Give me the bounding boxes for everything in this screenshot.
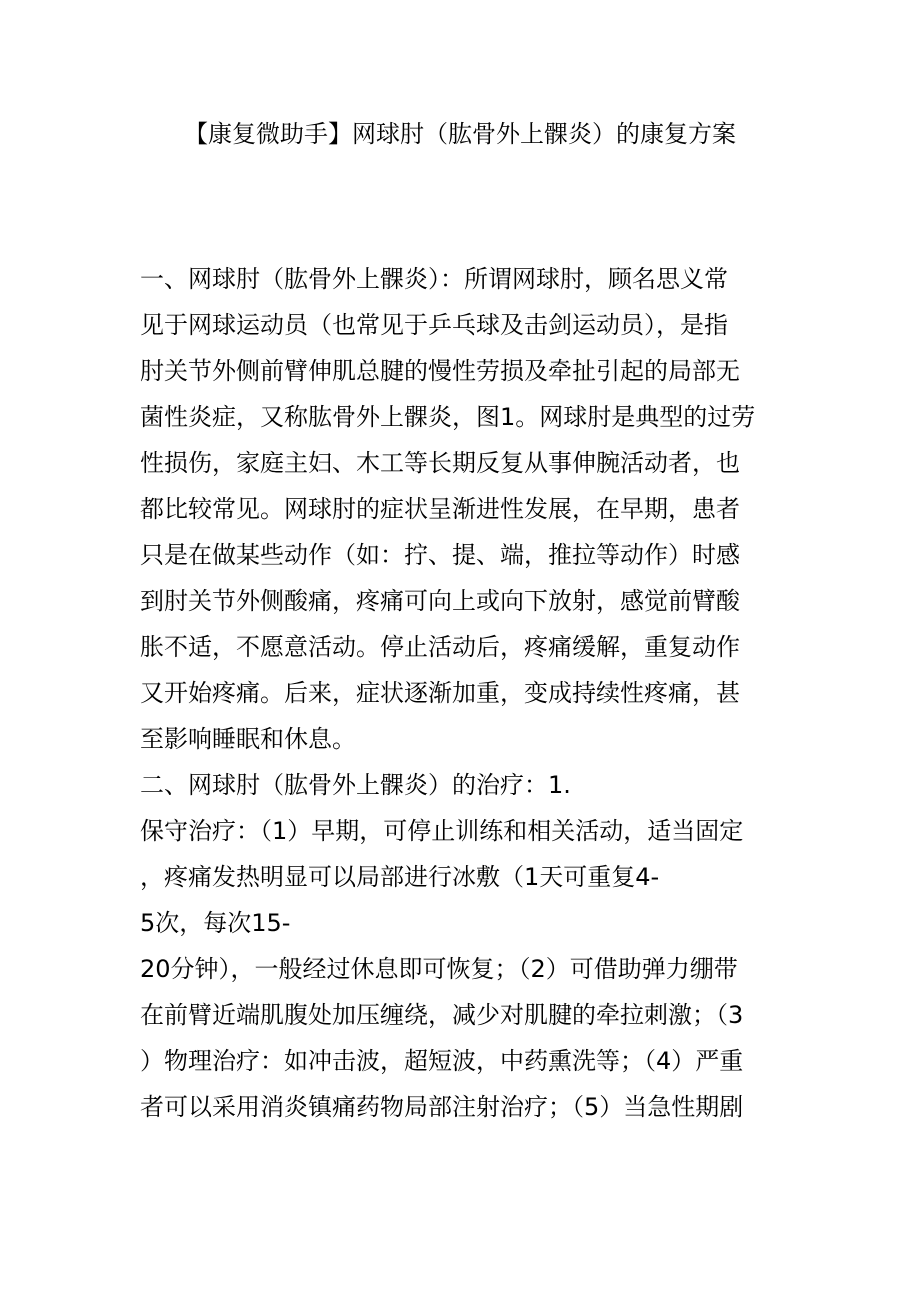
body-line: 又开始疼痛。后来，症状逐渐加重，变成持续性疼痛，甚	[140, 679, 740, 707]
body-line: 性损伤，家庭主妇、木工等长期反复从事伸腕活动者，也	[140, 449, 740, 477]
body-line: 菌性炎症，又称肱骨外上髁炎，图1。网球肘是典型的过劳	[140, 403, 756, 431]
body-line: 者可以采用消炎镇痛药物局部注射治疗；（5）当急性期剧	[140, 1093, 744, 1121]
body-line: 到肘关节外侧酸痛，疼痛可向上或向下放射，感觉前臂酸	[140, 587, 740, 615]
body-line: 一、网球肘（肱骨外上髁炎）：所谓网球肘，顾名思义常	[140, 265, 728, 293]
body-line: ，疼痛发热明显可以局部进行冰敷（1天可重复4-	[140, 863, 660, 891]
body-line: 只是在做某些动作（如：拧、提、端，推拉等动作）时感	[140, 541, 740, 569]
body-line: 见于网球运动员（也常见于乒乓球及击剑运动员），是指	[140, 311, 728, 339]
body-line: ）物理治疗：如冲击波，超短波，中药熏洗等；（4）严重	[140, 1047, 744, 1075]
document-title: 【康复微助手】网球肘（肱骨外上髁炎）的康复方案	[184, 120, 736, 148]
body-line: 在前臂近端肌腹处加压缠绕，减少对肌腱的牵拉刺激；（3	[140, 1001, 744, 1029]
document-body	[140, 256, 780, 1130]
body-line: 20分钟），一般经过休息即可恢复；（2）可借助弹力绷带	[140, 955, 738, 983]
body-line: 都比较常见。网球肘的症状呈渐进性发展，在早期，患者	[140, 495, 740, 523]
body-line: 二、网球肘（肱骨外上髁炎）的治疗：1.	[140, 771, 571, 799]
body-line: 胀不适，不愿意活动。停止活动后，疼痛缓解，重复动作	[140, 633, 740, 661]
body-line: 保守治疗：（1）早期，可停止训练和相关活动，适当固定	[140, 817, 744, 845]
body-line: 5次，每次15-	[140, 909, 291, 937]
body-line: 肘关节外侧前臂伸肌总腱的慢性劳损及牵扯引起的局部无	[140, 357, 740, 385]
body-line: 至影响睡眠和休息。	[140, 725, 356, 753]
